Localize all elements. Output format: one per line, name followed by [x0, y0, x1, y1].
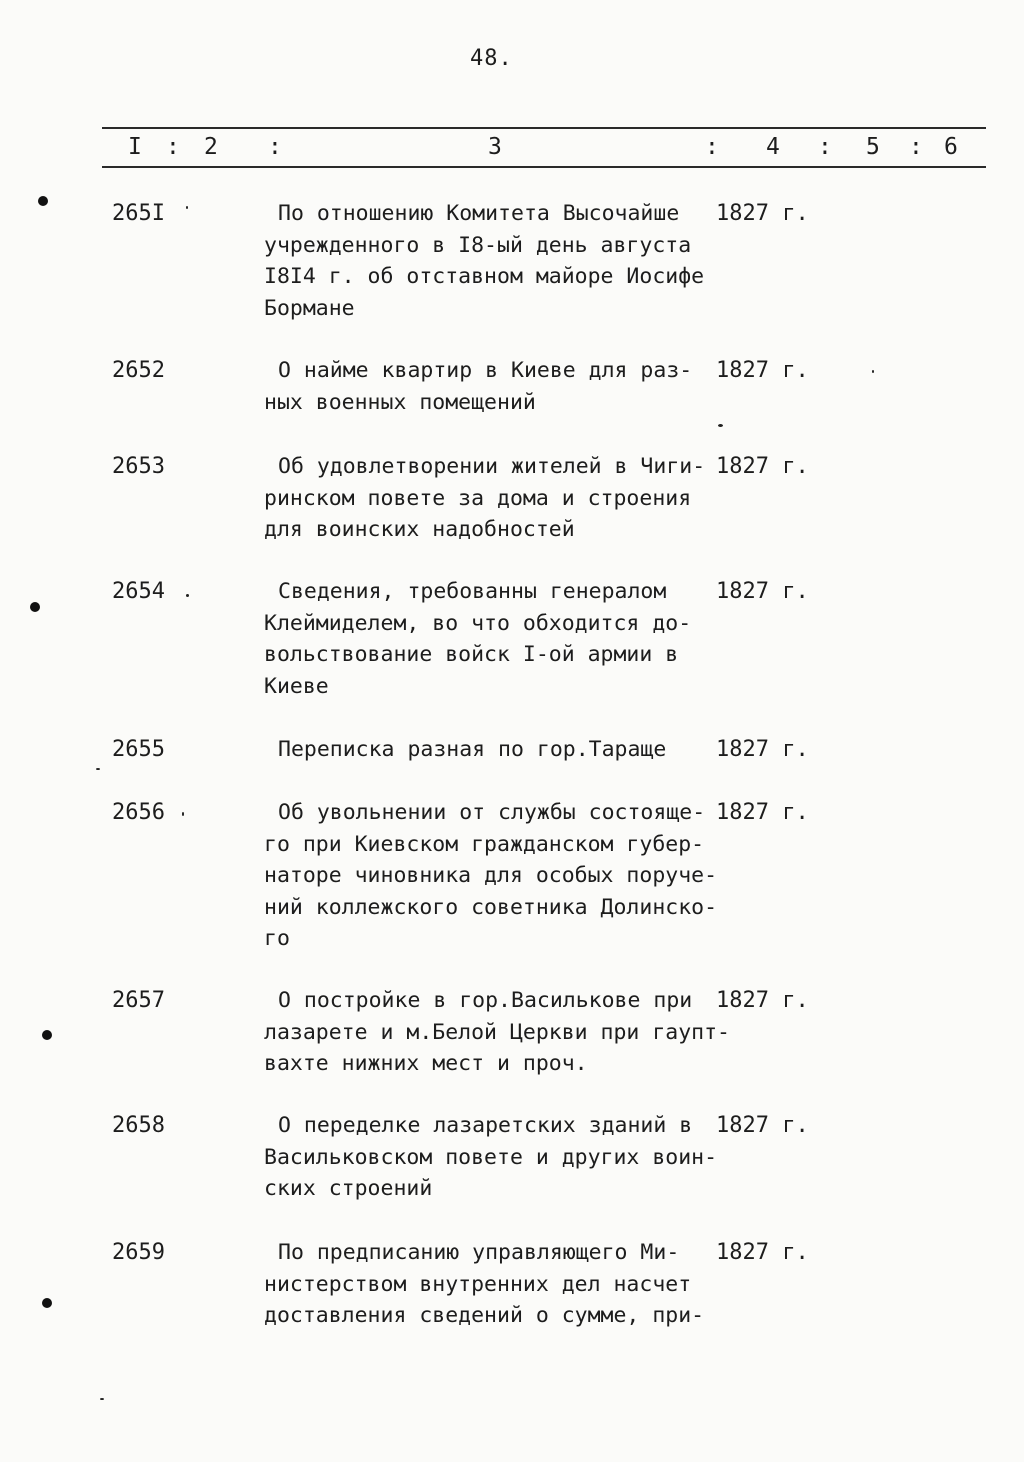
description-line: вольствование войск I-ой армии в [264, 642, 679, 667]
entry-number: 2655 [112, 737, 165, 762]
header-col-6: 6 [944, 134, 958, 160]
description-line: О переделке лазаретских зданий в [278, 1113, 693, 1138]
entry-year: 1827 г. [716, 800, 809, 825]
entry-description [264, 734, 724, 766]
entry-description [264, 576, 724, 702]
entry-description [264, 797, 724, 955]
description-line: По предписанию управляющего Ми- [278, 1240, 680, 1265]
description-line: I8I4 г. об отставном майоре Иосифе [264, 264, 705, 289]
header-sep-3: : [705, 134, 719, 160]
description-line: ских строений [264, 1176, 433, 1201]
description-line: нистерством внутренних дел насчет [264, 1271, 692, 1297]
header-sep-2: : [268, 134, 282, 160]
description-line: Васильковском повете и других воин- [264, 1144, 718, 1170]
entry-description [264, 355, 724, 418]
description-line: Об удовлетворении жителей в Чиги- [278, 454, 706, 479]
header-col-1: I [128, 134, 142, 160]
description-line: По отношению Комитета Высочайше [278, 201, 680, 226]
entry-number: 2656 [112, 800, 165, 825]
header-sep-1: : [166, 134, 180, 160]
description-line: Сведения, требованны генералом [278, 579, 667, 604]
description-line: Бормане [264, 295, 355, 321]
entry-description [264, 1237, 724, 1332]
description-line: го [264, 926, 290, 951]
description-line: для воинских надобностей [264, 517, 575, 542]
scan-speck [100, 1398, 104, 1400]
description-line: О найме квартир в Киеве для раз- [278, 358, 693, 383]
header-col-4: 4 [766, 134, 780, 160]
entry-year: 1827 г. [716, 737, 809, 762]
entry-number: 2652 [112, 358, 165, 383]
entry-year: 1827 г. [716, 454, 809, 479]
page-number: 48. [470, 46, 513, 71]
description-line: Киеве [264, 673, 329, 699]
header-col-5: 5 [866, 134, 880, 160]
description-line: Переписка разная по гор.Тараще [278, 737, 667, 762]
description-line: Об увольнении от службы состояще- [278, 800, 706, 825]
table-header-bottom-rule [102, 166, 986, 168]
header-sep-5: : [909, 134, 923, 160]
description-line: Клеймиделем, во что обходится до- [264, 610, 692, 636]
entry-number: 2658 [112, 1113, 165, 1138]
description-line: вахте нижних мест и проч. [264, 1051, 588, 1076]
entry-description [264, 451, 724, 546]
entry-number: 2654 [112, 579, 165, 604]
description-line: го при Киевском гражданском губер- [264, 831, 705, 857]
entry-description [264, 198, 724, 324]
header-sep-4: : [818, 134, 832, 160]
entry-number: 2657 [112, 988, 165, 1013]
description-line: О постройке в гор.Василькове при [278, 988, 693, 1013]
scan-speck [872, 370, 874, 373]
entry-year: 1827 г. [716, 358, 809, 383]
entry-number: 2653 [112, 454, 165, 479]
entry-number: 2659 [112, 1240, 165, 1265]
scan-speck [182, 812, 184, 816]
entry-description [264, 985, 730, 1080]
scan-speck [718, 424, 723, 427]
entry-year: 1827 г. [716, 579, 809, 604]
description-line: наторе чиновника для особых поруче- [264, 863, 718, 888]
entry-year: 1827 г. [716, 988, 809, 1013]
description-line: учрежденного в I8-ый день августа [264, 232, 692, 258]
scan-speck [96, 768, 100, 770]
entry-description [264, 1110, 724, 1205]
description-line: ринском повете за дома и строения [264, 485, 692, 511]
binder-hole-mark [30, 602, 40, 612]
binder-hole-mark [42, 1298, 52, 1308]
header-col-3: 3 [488, 134, 502, 160]
description-line: ний коллежского советника Долинско- [264, 894, 718, 920]
table-header-top-rule [102, 127, 986, 129]
scan-speck [186, 594, 189, 597]
scan-speck [186, 206, 188, 209]
description-line: доставления сведений о сумме, при- [264, 1303, 705, 1328]
entry-year: 1827 г. [716, 201, 809, 226]
binder-hole-mark [42, 1030, 52, 1040]
entry-year: 1827 г. [716, 1113, 809, 1138]
description-line: лазарете и м.Белой Церкви при гаупт- [264, 1019, 730, 1045]
entry-year: 1827 г. [716, 1240, 809, 1265]
description-line: ных военных помещений [264, 389, 536, 415]
binder-hole-mark [38, 196, 48, 206]
header-col-2: 2 [204, 134, 218, 160]
entry-number: 265I [112, 201, 165, 226]
